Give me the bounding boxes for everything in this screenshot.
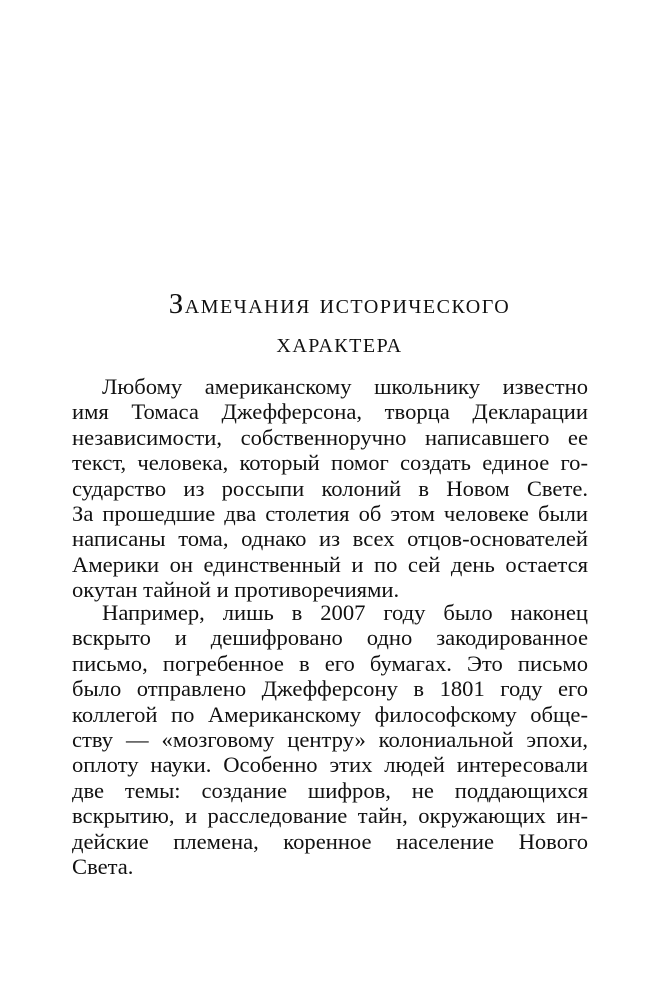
text-line: было отправлено Джефферсону в 1801 году его (72, 676, 588, 702)
text-line: сударство из россыпи колоний в Новом Свете. (72, 475, 588, 501)
text-line: письмо, погребенное в его бумагах. Это письмо (72, 650, 588, 676)
text-line: текст, человека, который помог создать единое го- (72, 450, 588, 476)
text-line: оплоту науки. Особенно этих людей интересовали (72, 752, 588, 778)
text-line: Света. (72, 853, 134, 879)
text-line: две темы: создание шифров, не поддающихся (72, 777, 588, 803)
text-line: окутан тайной и противоречиями. (72, 577, 400, 603)
text-line: Любому американскому школьнику известно (102, 374, 588, 399)
text-line: независимости, собственноручно написавшего ее (72, 424, 588, 450)
text-line: ству — «мозговому центру» колониальной эпохи, (72, 726, 588, 752)
text-line: Америки он единственный и по сей день остается (72, 551, 588, 577)
text-line: За прошедшие два столетия об этом человеке были (72, 500, 588, 526)
text-line: вскрыто и дешифровано одно закодированное (72, 625, 588, 651)
text-line: дейские племена, коренное население Нового (72, 828, 588, 854)
text-line: коллегой по Американскому философскому обще- (72, 701, 588, 727)
paragraph-1 (72, 374, 588, 603)
paragraph-2 (72, 600, 588, 879)
text-line: написаны тома, однако из всех отцов-основателей (72, 526, 588, 552)
text-line: Например, лишь в 2007 году было наконец (102, 600, 588, 625)
text-line: имя Томаса Джефферсона, творца Декларации (72, 399, 588, 425)
chapter-heading-line-1: Замечания исторического (168, 288, 511, 320)
text-line: вскрытию, и расследование тайн, окружающих ин- (72, 803, 588, 829)
chapter-heading-line-2: характера (276, 327, 403, 359)
